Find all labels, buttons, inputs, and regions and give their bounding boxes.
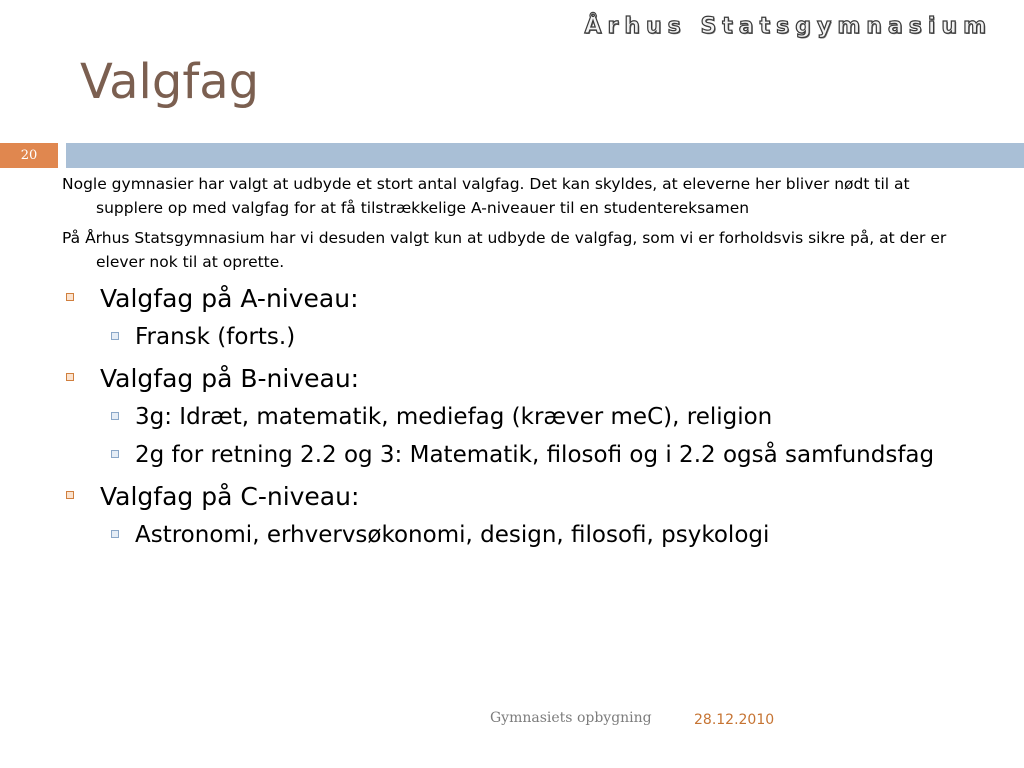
sub-bullet-text: Astronomi, erhvervsøkonomi, design, filosofi, psykologi — [135, 522, 770, 548]
sub-bullet-item — [110, 518, 974, 552]
sub-bullet-item — [110, 320, 974, 354]
bullet-heading-b-level — [62, 362, 974, 396]
footer-presentation-title: Gymnasiets opbygning — [490, 710, 652, 726]
square-bullet-icon — [111, 530, 119, 538]
sub-bullet-text: 2g for retning 2.2 og 3: Matematik, filosofi og i 2.2 også samfundsfag — [135, 442, 935, 468]
square-bullet-icon — [66, 373, 74, 381]
slide-content — [62, 170, 974, 556]
square-bullet-icon — [111, 332, 119, 340]
school-name-header: Århus Statsgymnasium — [584, 14, 992, 39]
bullet-text: Valgfag på A-niveau: — [100, 284, 359, 313]
square-bullet-icon — [66, 293, 74, 301]
slide-number-badge: 20 — [0, 143, 58, 168]
bullet-text: Valgfag på C-niveau: — [100, 482, 360, 511]
sub-bullet-text: Fransk (forts.) — [135, 324, 296, 350]
sub-bullet-text: 3g: Idræt, matematik, mediefag (kræver meC), religion — [135, 404, 773, 430]
square-bullet-icon — [66, 491, 74, 499]
bullet-text: Valgfag på B-niveau: — [100, 364, 360, 393]
square-bullet-icon — [111, 450, 119, 458]
intro-paragraph: Nogle gymnasier har valgt at udbyde et stort antal valgfag. Det kan skyldes, at eleverne her bliver nødt til at supplere op med valgfag for at få tilstrækkelige A-niveauer til en studentereksamen — [62, 175, 910, 217]
bullet-heading-c-level — [62, 480, 974, 514]
intro-paragraph: På Århus Statsgymnasium har vi desuden valgt kun at udbyde de valgfag, som vi er forholdsvis sikre på, at der er elever nok til at oprette. — [62, 229, 947, 271]
sub-bullet-item — [110, 400, 974, 434]
footer-date: 28.12.2010 — [694, 712, 775, 728]
sub-bullet-item — [110, 438, 974, 472]
slide-title: Valgfag — [80, 54, 260, 110]
bullet-heading-a-level — [62, 282, 974, 316]
square-bullet-icon — [111, 412, 119, 420]
title-divider-bar — [66, 143, 1024, 168]
